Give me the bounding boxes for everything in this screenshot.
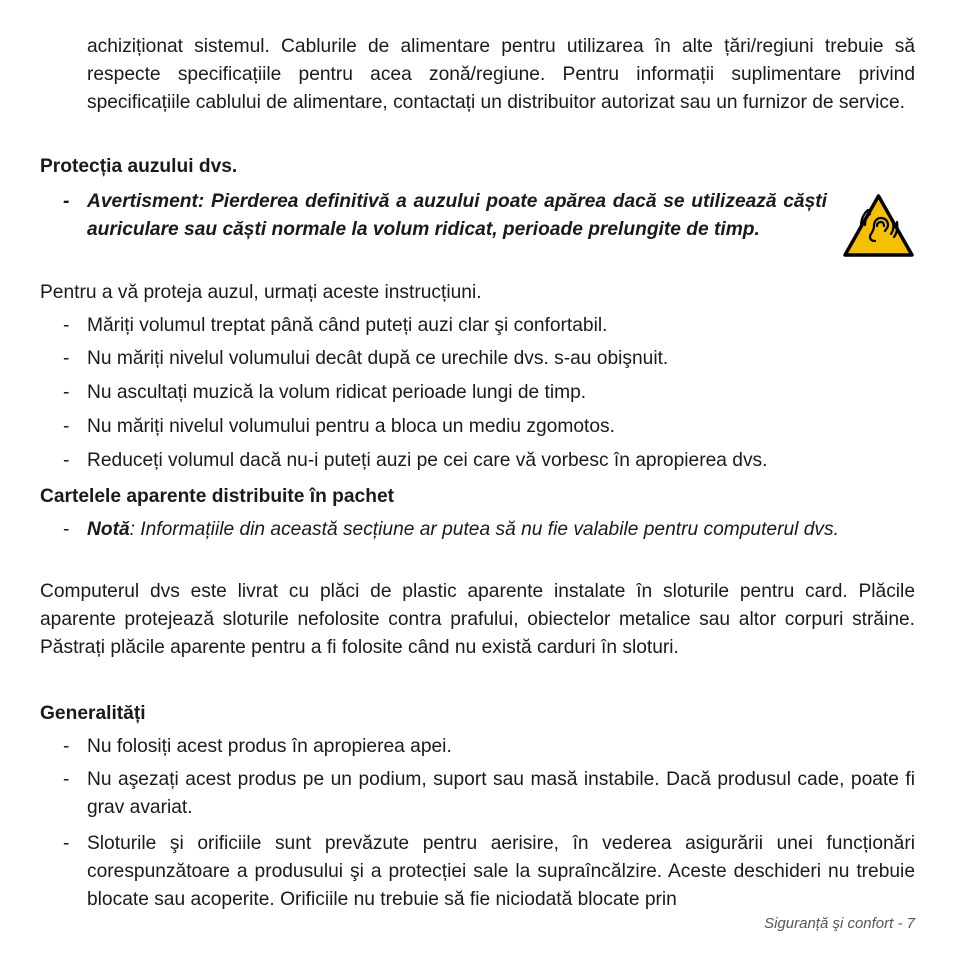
intro-paragraph: achiziționat sistemul. Cablurile de alimentare pentru utilizarea în alte țări/regiuni trebuie să respecte specificațiile pentru acea zonă/regiune. Pentru informații suplimentare privind specificațiile cablului de alimentare, contactați un distribuitor autorizat sau un furnizor de service. (87, 36, 915, 113)
hearing-hazard-icon (842, 193, 915, 258)
list-item: Reduceți volumul dacă nu-i puteți auzi pe cei care vă vorbesc în apropierea dvs. (87, 450, 768, 471)
list-item: Nu măriți nivelul volumului decât după ce urechile dvs. s-au obişnuit. (87, 348, 669, 369)
bullet-dash: - (63, 519, 70, 540)
bullet-dash: - (63, 348, 70, 369)
bullet-dash: - (63, 315, 70, 336)
list-item: Sloturile şi orificiile sunt prevăzute pentru aerisire, în vederea asigurării unei funcționări corespunzătoare a produsului şi a protecției sale la supraîncălzire. Aceste deschideri nu trebuie blocate sau acoperite. Orificiile nu trebuie să fie niciodată blocate prin (87, 833, 915, 910)
hearing-warning: Avertisment: Pierderea definitivă a auzului poate apărea dacă se utilizează căști auriculare sau căști normale la volum ridicat, perioade prelungite de timp. (87, 191, 827, 240)
list-item: Nu ascultați muzică la volum ridicat perioade lungi de timp. (87, 382, 587, 403)
note-label: Notă (87, 519, 130, 540)
hearing-intro: Pentru a vă proteja auzul, urmați aceste instrucțiuni. (40, 282, 482, 303)
bullet-dash: - (63, 416, 70, 437)
list-item: Măriți volumul treptat până când puteți auzi clar şi confortabil. (87, 315, 608, 336)
dummy-cards-body: Computerul dvs este livrat cu plăci de plastic aparente instalate în sloturile pentru card. Plăcile aparente protejează sloturile nefolosite contra prafului, obiectelor metalice sau altor corpuri străine. Păstrați plăcile aparente pentru a fi folosite când nu există carduri în sloturi. (40, 581, 915, 658)
list-item: Nu folosiți acest produs în apropierea apei. (87, 736, 452, 757)
note-paragraph (87, 516, 915, 544)
dummy-cards-heading: Cartelele aparente distribuite în pachet (40, 486, 395, 507)
list-item: Nu aşezați acest produs pe un podium, suport sau masă instabile. Dacă produsul cade, poate fi grav avariat. (87, 769, 915, 818)
page-footer: Siguranță şi confort - 7 (764, 915, 915, 932)
bullet-dash: - (63, 736, 70, 757)
bullet-dash: - (63, 833, 70, 854)
list-item: Nu măriți nivelul volumului pentru a bloca un mediu zgomotos. (87, 416, 615, 437)
note-text: : Informațiile din această secțiune ar putea să nu fie valabile pentru computerul dvs. (129, 519, 839, 540)
bullet-dash: - (63, 769, 70, 790)
hearing-heading: Protecția auzului dvs. (40, 156, 238, 177)
bullet-dash: - (63, 382, 70, 403)
bullet-dash: - (63, 191, 70, 212)
general-heading: Generalități (40, 703, 146, 724)
bullet-dash: - (63, 450, 70, 471)
